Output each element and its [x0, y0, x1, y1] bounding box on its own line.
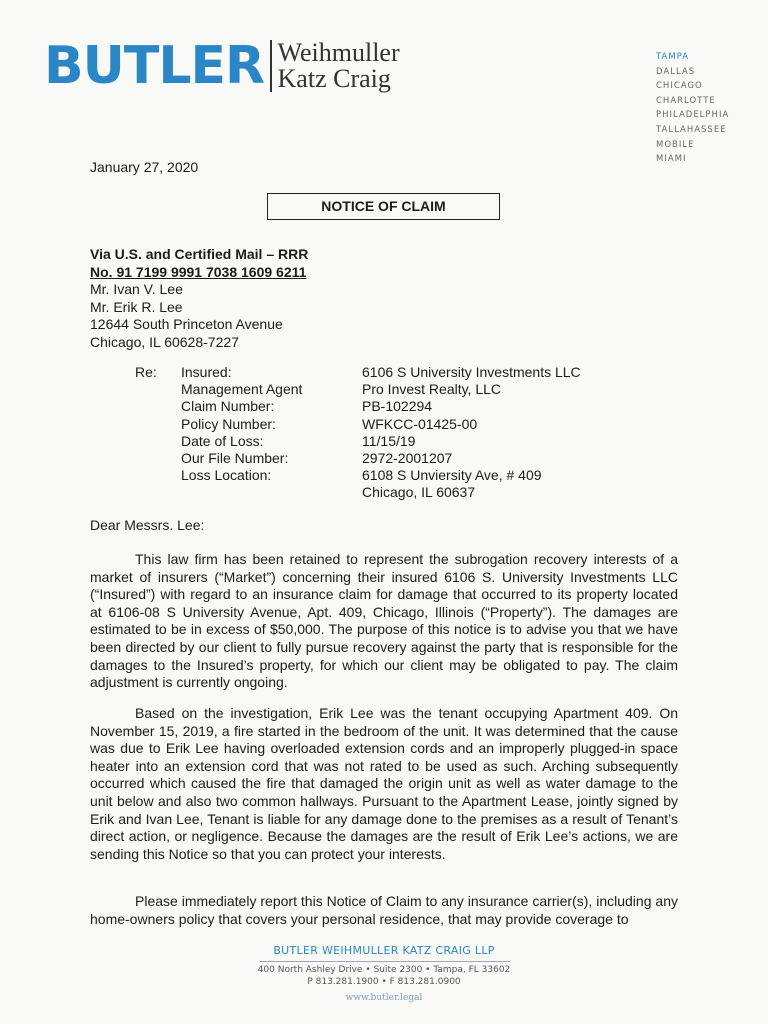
re-field-value: WFKCC-01425-00: [362, 415, 478, 432]
city: TAMPA: [656, 52, 690, 62]
salutation: Dear Messrs. Lee:: [90, 517, 205, 533]
footer-firm-name: BUTLER WEIHMULLER KATZ CRAIG LLP: [273, 944, 495, 957]
re-field-label: Policy Number:: [181, 415, 276, 432]
re-field-label: Insured:: [181, 364, 232, 380]
address-line: Mr. Ivan V. Lee: [90, 281, 183, 298]
logo-divider: [270, 40, 272, 92]
footer-website-link[interactable]: www.butler.legal: [345, 993, 423, 1003]
address-line: Mr. Erik R. Lee: [90, 298, 183, 315]
re-field-label: Claim Number:: [181, 398, 275, 415]
footer-contact: [0, 964, 768, 988]
re-field-value: PB-102294: [362, 398, 433, 415]
re-field-value: 2972-2001207: [362, 450, 453, 467]
logo-subtitle: [278, 40, 400, 92]
re-field-label: Management Agent: [181, 381, 303, 398]
city: PHILADELPHIA: [656, 110, 730, 121]
footer-phones: P 813.281.1900 • F 813.281.0900: [307, 977, 461, 987]
body-paragraph-2: Based on the investigation, Erik Lee was the tenant occupying Apartment 409. On November 15, 2019, a fire started in the bedroom of the unit. It was determined that the cause was due to Erik Lee having overloaded extension cords and an improperly plugged-in space heater into an extension cord that was not rated to be used as such. Arching subsequently occurred which caused the fire that damaged the origin unit as well as water damage to the unit below and also two common hallways. Pursuant to the Apartment Lease, jointly signed by Erik and Ivan Lee, Tenant is liable for any damage done to the premises as a result of Tenant’s direct action, or negligence. Because the damages are the result of Erik Lee’s actions, we are sending this Notice so that you can protect your interests.: [90, 705, 678, 862]
address-line: Chicago, IL 60628-7227: [90, 333, 239, 350]
re-label: Re:: [135, 364, 157, 380]
re-field-value: 11/15/19: [362, 432, 416, 449]
city: CHICAGO: [656, 81, 703, 92]
footer-divider: [260, 961, 510, 962]
letter-date: January 27, 2020: [90, 159, 199, 175]
re-field-value: 6106 S University Investments LLC: [362, 364, 581, 380]
re-field-value: 6108 S Unviersity Ave, # 409: [362, 467, 542, 484]
city: CHARLOTTE: [656, 95, 716, 106]
re-field-label: Our File Number:: [181, 450, 289, 467]
tracking-number: No. 91 7199 9991 7038 1609 6211: [90, 263, 307, 280]
city: TALLAHASSEE: [656, 124, 727, 135]
body-paragraph-1: This law firm has been retained to represent the subrogation recovery interests of a market of insurers (“Market”) concerning their insured 6106 S. University Investments LLC (“Insured”) with regard to an insurance claim for damage that occurred to its property located at 6106-08 S University Avenue, Apt. 409, Chicago, Illinois (“Property”). The damages are estimated to be in excess of $50,000. The purpose of this notice is to advise you that we have been directed by our client to fully pursue recovery against the party that is responsible for the damages to the Insured’s property, for which our client may be obligated to pay. The claim adjustment is currently ongoing.: [90, 551, 678, 691]
city: MOBILE: [656, 139, 695, 150]
city: DALLAS: [656, 66, 696, 77]
footer-address: 400 North Ashley Drive • Suite 2300 • Tampa, FL 33602: [257, 965, 511, 975]
logo-line-1: Weihmuller: [277, 38, 400, 67]
re-field-label: Loss Location:: [181, 467, 272, 484]
re-field-labels: [181, 364, 302, 484]
re-field-values: [362, 364, 581, 502]
delivery-method: Via U.S. and Certified Mail – RRR: [90, 246, 309, 262]
re-field-value: Chicago, IL 60637: [362, 484, 476, 501]
recipient-address: [90, 246, 308, 352]
office-cities: [656, 50, 729, 167]
address-line: 12644 South Princeton Avenue: [90, 316, 283, 333]
re-field-value: Pro Invest Realty, LLC: [362, 381, 502, 398]
re-field-label: Date of Loss:: [181, 432, 264, 449]
logo-wordmark: BUTLER: [44, 36, 265, 96]
logo-line-2: Katz Craig: [277, 64, 391, 93]
notice-title: NOTICE OF CLAIM: [267, 193, 500, 220]
body-paragraph-3: Please immediately report this Notice of Claim to any insurance carrier(s), including any home-owners policy that covers your personal residence, that may provide coverage to: [90, 893, 678, 927]
firm-logo: [44, 36, 400, 96]
city: MIAMI: [656, 154, 687, 165]
